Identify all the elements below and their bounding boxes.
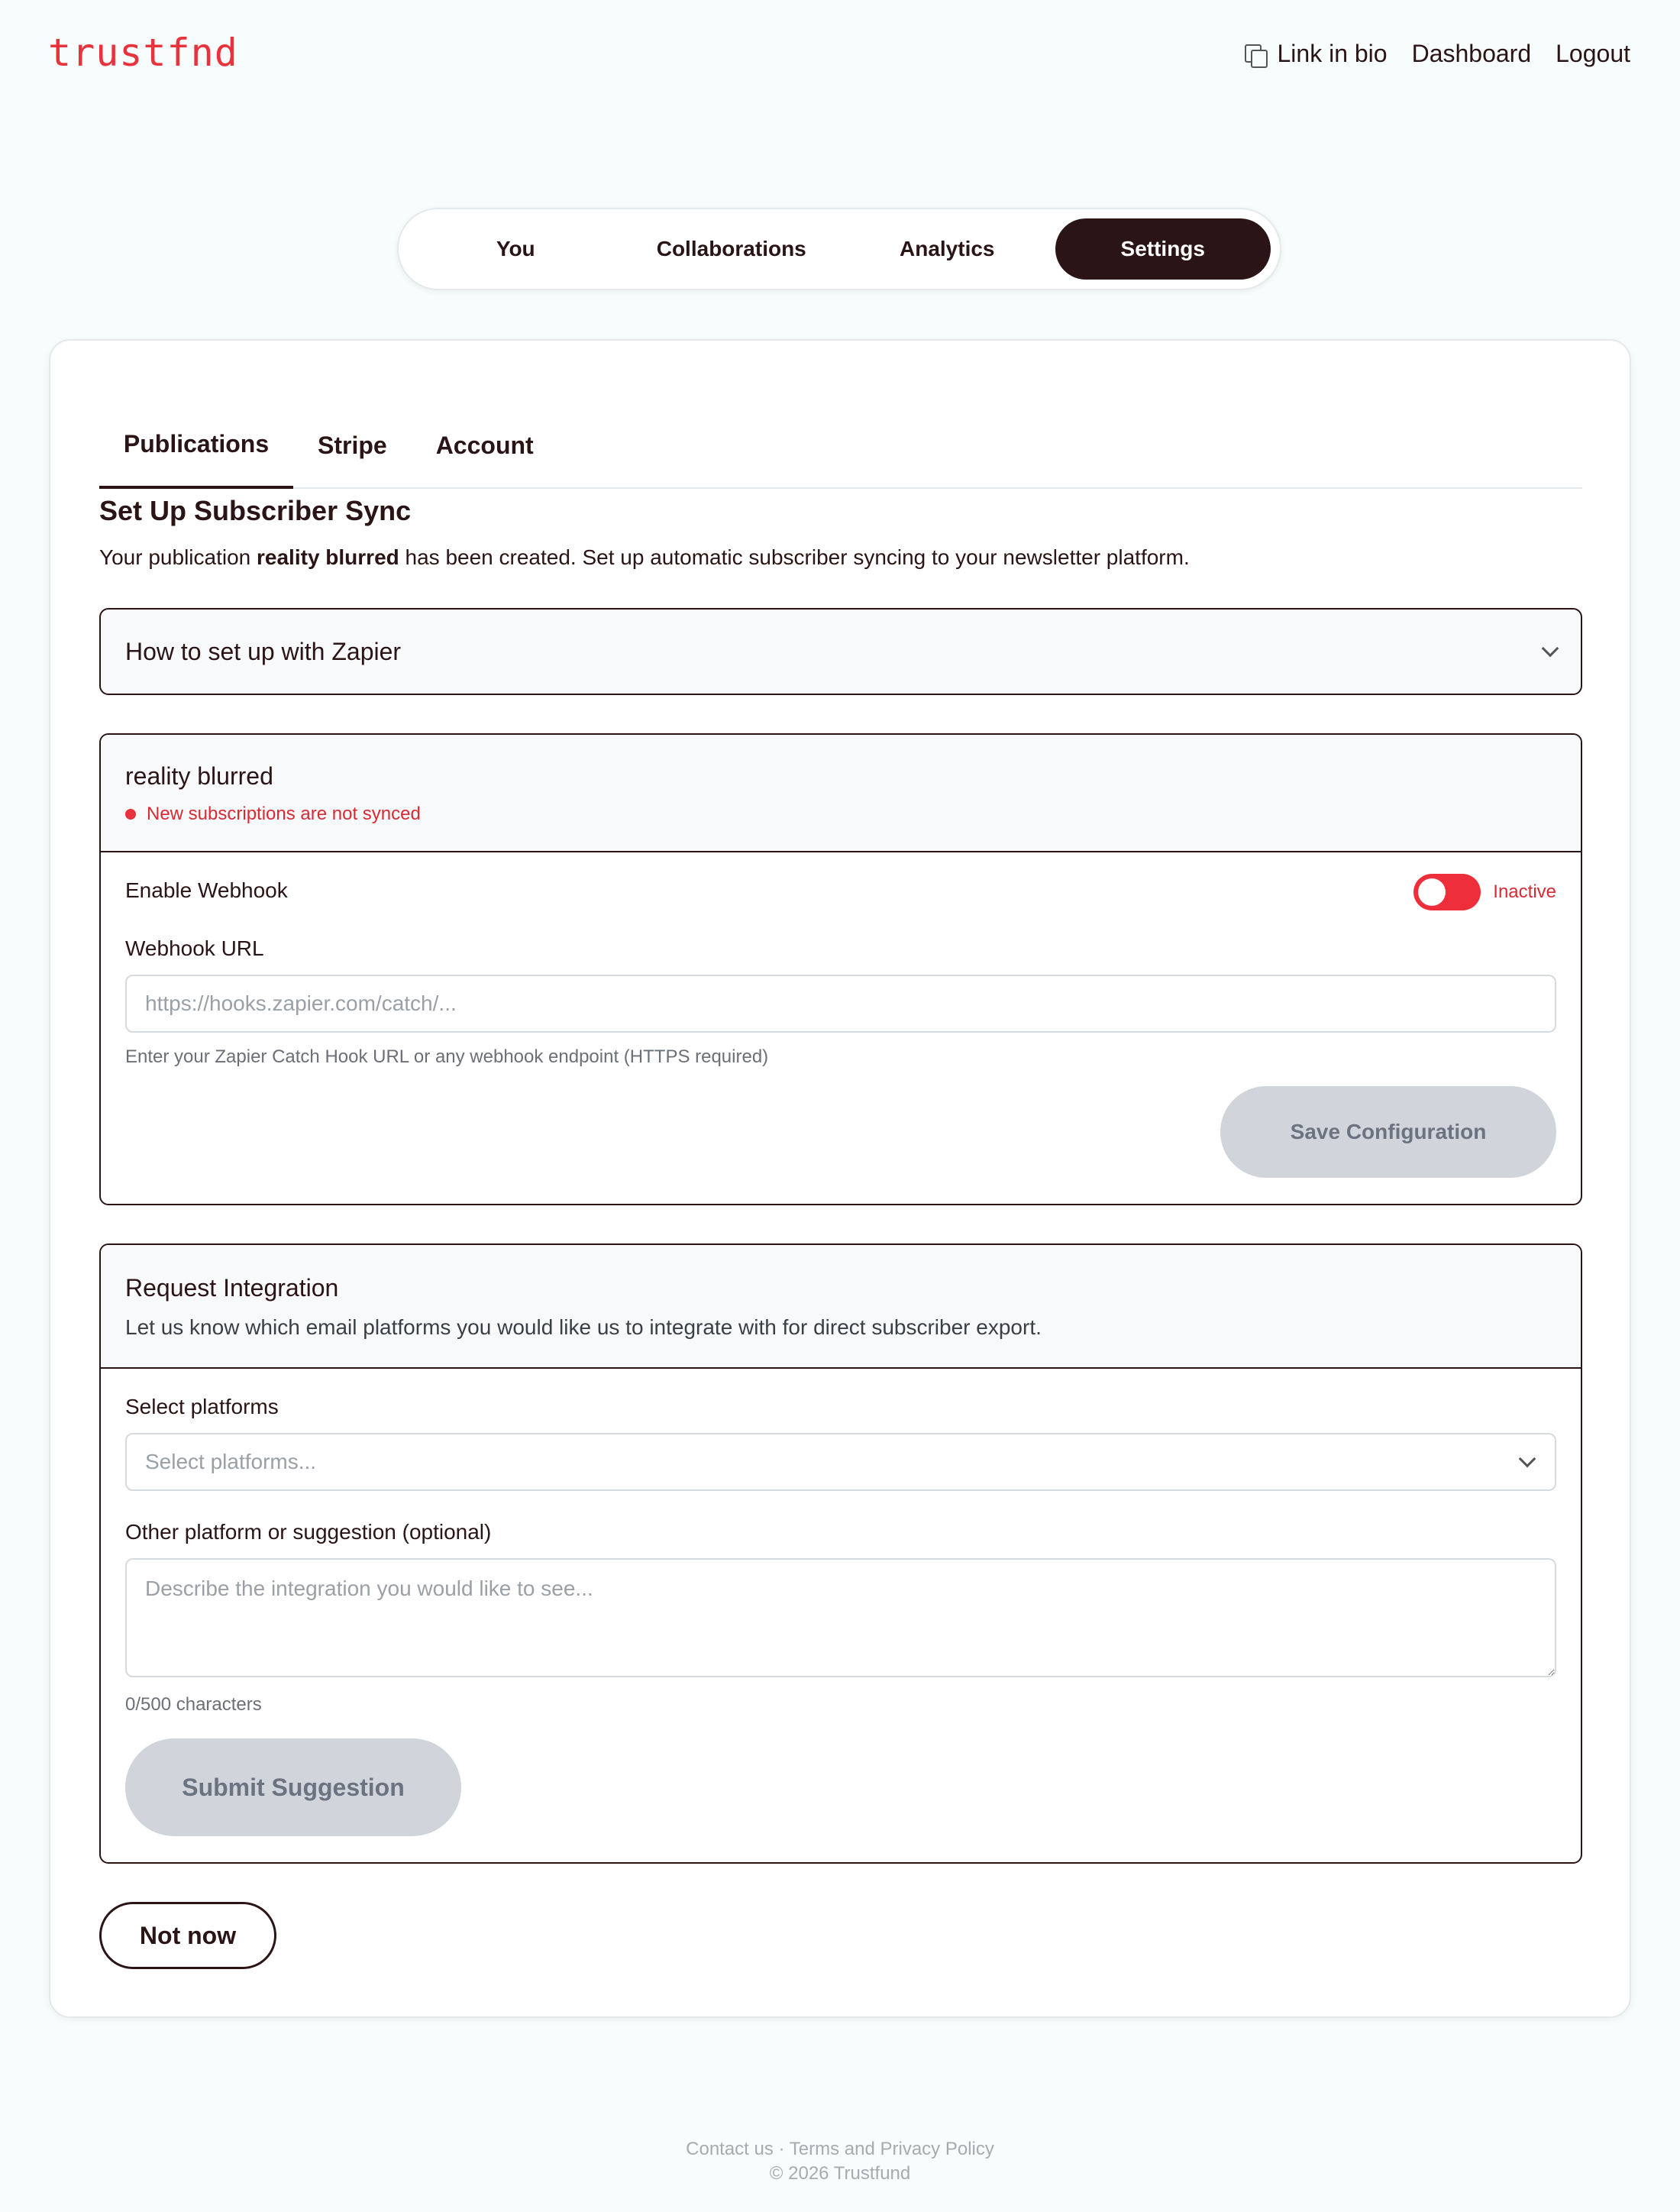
settings-card (49, 339, 1631, 2018)
section-title: Set Up Subscriber Sync (99, 495, 412, 526)
brand-logo[interactable]: trustfnd (48, 31, 238, 75)
tab-publications[interactable]: Publications (99, 402, 293, 489)
request-integration-panel (99, 1243, 1582, 1864)
not-now-button[interactable]: Not now (99, 1902, 276, 1969)
publication-name: reality blurred (125, 762, 273, 790)
tab-stripe[interactable]: Stripe (318, 431, 387, 459)
select-platforms-label: Select platforms (125, 1395, 279, 1418)
desc-prefix: Your publication (99, 545, 257, 569)
logout-link[interactable]: Logout (1556, 40, 1630, 67)
webhook-url-label: Webhook URL (125, 936, 264, 960)
request-integration-title: Request Integration (125, 1274, 339, 1302)
status-dot-icon (125, 809, 136, 820)
chevron-down-icon (1542, 640, 1559, 658)
webhook-url-hint: Enter your Zapier Catch Hook URL or any webhook endpoint (HTTPS required) (125, 1046, 769, 1067)
link-in-bio-link[interactable] (1243, 40, 1387, 68)
footer (0, 2137, 1680, 2186)
request-integration-header (101, 1245, 1581, 1369)
publication-webhook-panel (99, 733, 1582, 1205)
submit-suggestion-button[interactable]: Submit Suggestion (125, 1738, 461, 1836)
zapier-setup-accordion[interactable] (99, 608, 1582, 695)
chevron-down-icon (1519, 1450, 1536, 1468)
webhook-toggle-group (1413, 874, 1556, 910)
character-count: 0/500 characters (125, 1694, 262, 1715)
suggestion-label: Other platform or suggestion (optional) (125, 1520, 492, 1544)
tab-account[interactable]: Account (435, 431, 534, 459)
terms-privacy-link[interactable]: Terms and Privacy Policy (789, 2139, 994, 2159)
section-description (99, 545, 1190, 570)
link-in-bio-label: Link in bio (1277, 40, 1388, 67)
toggle-state-label: Inactive (1493, 881, 1556, 902)
main-tabs (397, 208, 1281, 290)
copyright: © 2026 Trustfund (769, 2163, 911, 2184)
save-configuration-button[interactable]: Save Configuration (1220, 1086, 1556, 1178)
desc-suffix: has been created. Set up automatic subscriber syncing to your newsletter platform. (399, 545, 1190, 569)
footer-links (0, 2137, 1680, 2162)
contact-us-link[interactable]: Contact us (686, 2139, 774, 2159)
toggle-knob (1418, 878, 1446, 906)
webhook-url-input[interactable] (125, 975, 1556, 1033)
enable-webhook-toggle[interactable] (1413, 874, 1481, 910)
copy-icon (1243, 43, 1266, 66)
tab-settings[interactable]: Settings (1055, 218, 1271, 280)
platforms-select[interactable] (125, 1433, 1556, 1491)
tab-you[interactable]: You (496, 237, 535, 260)
suggestion-textarea[interactable] (125, 1558, 1556, 1677)
enable-webhook-label: Enable Webhook (125, 878, 288, 902)
dashboard-link[interactable]: Dashboard (1411, 40, 1532, 67)
publication-header (101, 735, 1581, 852)
tab-analytics[interactable]: Analytics (900, 237, 995, 260)
accordion-label: How to set up with Zapier (125, 637, 402, 665)
sync-status-text: New subscriptions are not synced (147, 804, 421, 824)
top-navigation (1243, 40, 1630, 68)
request-integration-description: Let us know which email platforms you would like us to integrate with for direct subscriber export. (125, 1315, 1042, 1339)
desc-publication-name: reality blurred (257, 545, 399, 569)
footer-separator: · (773, 2139, 790, 2159)
platforms-select-placeholder: Select platforms... (145, 1450, 317, 1473)
sync-status (125, 804, 421, 825)
tab-collaborations[interactable]: Collaborations (656, 237, 806, 260)
settings-sub-tabs (99, 402, 1582, 489)
